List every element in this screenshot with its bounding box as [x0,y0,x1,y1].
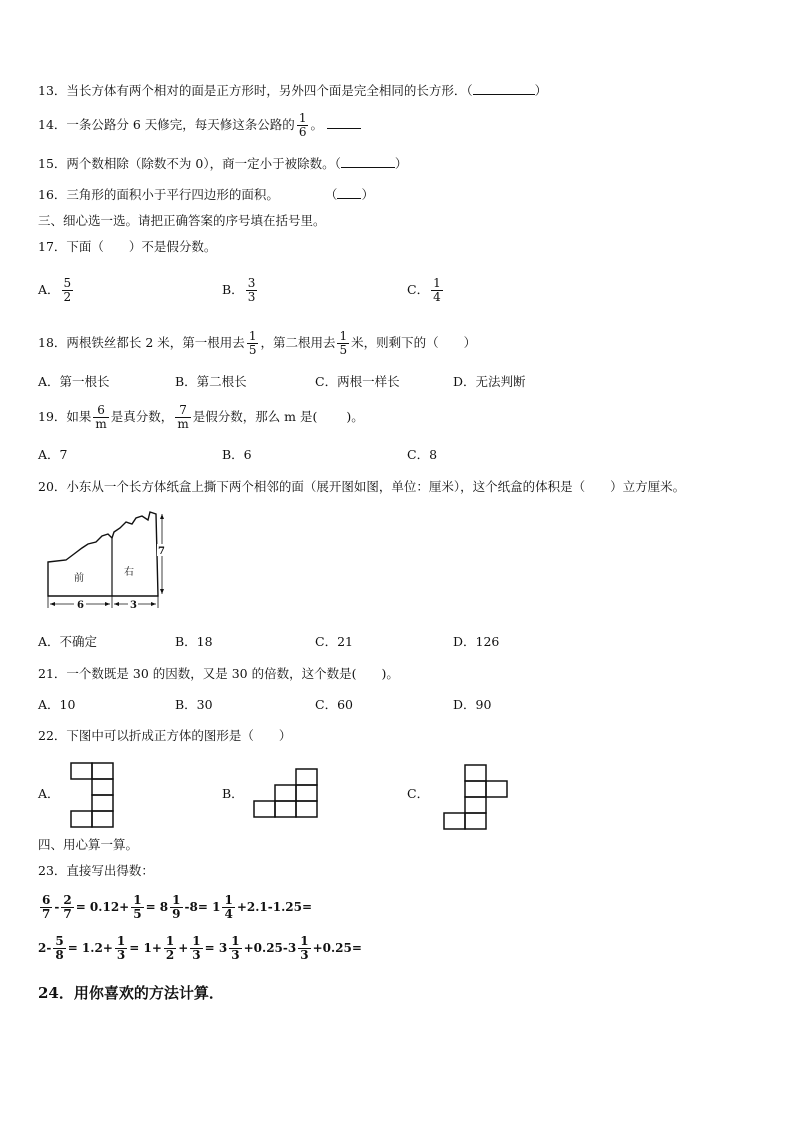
answer-blank[interactable] [341,155,395,168]
q22-option-b[interactable]: B． [222,786,244,801]
right-face-label: 右 [124,567,134,578]
cube-net-c [443,764,511,830]
q20-option-d[interactable]: D．126 [453,634,500,649]
question-24: 24．用你喜欢的方法计算． [38,984,224,1002]
q18-option-d[interactable]: D．无法判断 [453,374,526,389]
q20-option-a[interactable]: A．不确定 [38,634,98,649]
answer-blank[interactable] [473,82,535,95]
question-20: 20．小东从一个长方体纸盒上撕下两个相邻的面（展开图如图，单位：厘米），这个纸盒的体积是（ ）立方厘米。 [38,479,686,494]
q19-option-b[interactable]: B．6 [222,447,252,462]
question-16: 16．三角形的面积小于平行四边形的面积。 （ ） [38,187,374,202]
question-23: 23．直接写出得数： [38,863,154,878]
question-13: 13．当长方体有两个相对的面是正方形时，另外四个面是完全相同的长方形．（ ） [38,83,548,98]
section-4-heading: 四、用心算一算。 [38,837,139,852]
q18-option-c[interactable]: C．两根一样长 [315,374,400,389]
question-21: 21．一个数既是 30 的因数，又是 30 的倍数，这个数是( )。 [38,666,399,681]
q20-option-c[interactable]: C．21 [315,634,353,649]
q18-option-b[interactable]: B．第二根长 [175,374,247,389]
q19-option-c[interactable]: C．8 [407,447,438,462]
calc-row-2: 2- $\frac{5}{8}$ = 1.2+ $\frac{1}{3}$ = 1+ $\frac{1}{2}$ + $\frac{1}{3}$ = 3 $\frac{1}{3}$ +0.25-3 $\frac{1}{3}$ +0.25= [38,934,362,962]
calc-row-1: $\frac{6}{7}$ - $\frac{2}{7}$ = 0.12+ $\frac{1}{5}$ = 8 $\frac{1}{9}$ -8= 1 $\frac{1}{4}$ +2.1-1.25= [42,893,313,921]
q17-option-b[interactable]: B． $\frac{3}{3}$ [222,276,256,304]
fraction: $\frac{1}{6}$ [298,111,307,139]
q22-option-a[interactable]: A． [38,786,60,801]
q17-option-c[interactable]: C． $\frac{1}{4}$ [407,276,441,304]
box-net-figure [36,508,166,620]
question-15: 15．两个数相除（除数不为 0），商一定小于被除数。（ ） [38,156,408,171]
q20-option-b[interactable]: B．18 [175,634,213,649]
question-18: 18．两根铁丝都长 2 米，第一根用去 $\frac{1}{5}$ ，第二根用去 $\frac{1}{5}$ 米，则剩下的（ ） [38,329,477,357]
question-17: 17．下面（ ）不是假分数。 [38,239,217,254]
question-14: 14．一条公路分 6 天修完，每天修这条公路的 $\frac{1}{6}$ 。 [38,112,361,139]
answer-blank[interactable] [327,116,361,129]
q21-option-b[interactable]: B．30 [175,697,213,712]
width-label-6: 6 [77,600,84,611]
q22-option-c[interactable]: C． [407,786,430,801]
q19-option-a[interactable]: A．7 [38,447,68,462]
front-face-label: 前 [74,573,84,584]
question-13-text: 13．当长方体有两个相对的面是正方形时，另外四个面是完全相同的长方形．（ [38,83,473,98]
answer-blank[interactable] [337,186,361,199]
q21-option-d[interactable]: D．90 [453,697,492,712]
cube-net-a [70,762,116,832]
q18-option-a[interactable]: A．第一根长 [38,374,110,389]
cube-net-b [253,768,321,820]
q21-option-a[interactable]: A．10 [38,697,76,712]
section-3-heading: 三、细心选一选。请把正确答案的序号填在括号里。 [38,213,326,228]
question-22: 22．下图中可以折成正方体的图形是（ ） [38,728,292,743]
q21-option-c[interactable]: C．60 [315,697,353,712]
q17-option-a[interactable]: A． $\frac{5}{2}$ [38,276,72,304]
width-label-3: 3 [130,600,137,611]
height-label-7: 7 [158,546,165,557]
question-19: 19．如果 $\frac{6}{m}$ 是真分数， $\frac{7}{m}$ 是假分数，那么 m 是( )。 [38,403,364,431]
